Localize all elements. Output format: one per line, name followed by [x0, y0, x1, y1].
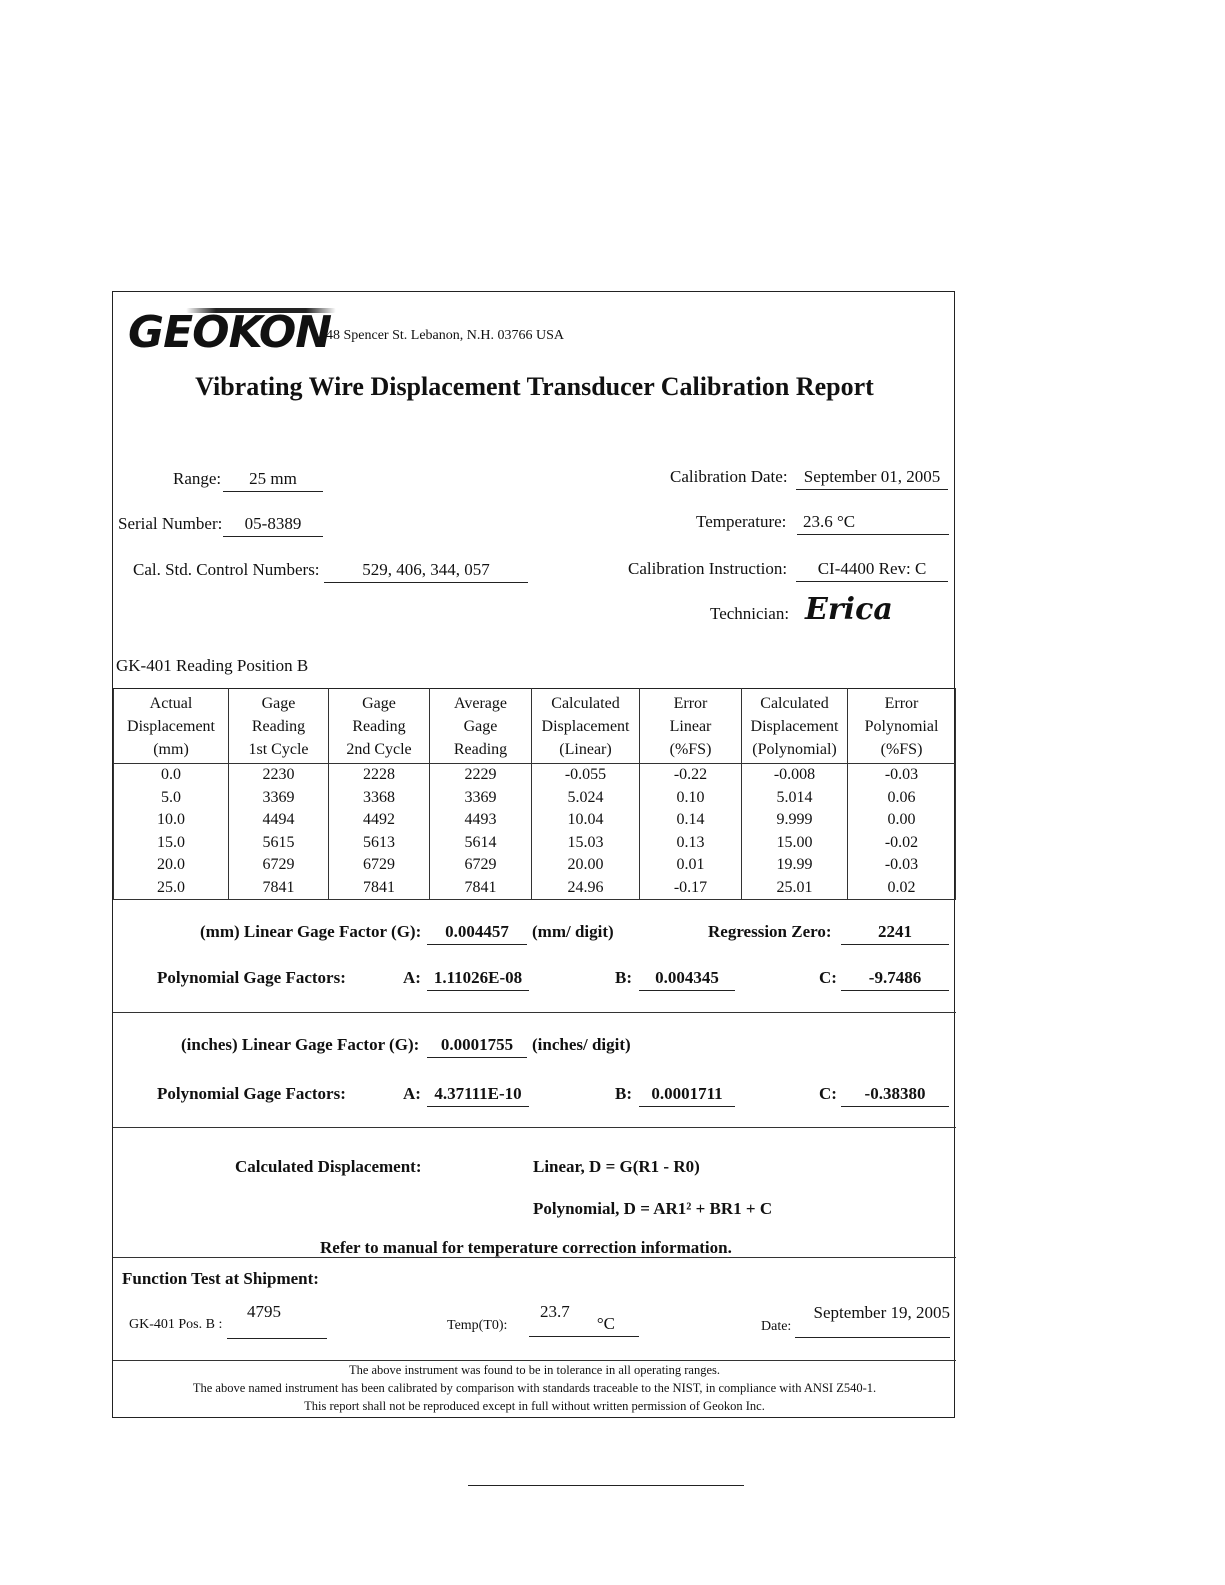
function-test-heading: Function Test at Shipment: [122, 1269, 319, 1288]
table-cell: 7841 [430, 877, 532, 900]
table-cell: 6729 [430, 854, 532, 877]
table-cell: 0.10 [640, 787, 742, 810]
control-numbers-label: Cal. Std. Control Numbers: [133, 560, 320, 579]
mm-b-value: 0.004345 [639, 968, 735, 991]
section-divider [113, 1127, 956, 1128]
table-cell: 9.999 [742, 809, 848, 832]
table-cell: -0.17 [640, 877, 742, 900]
temperature-correction-note: Refer to manual for temperature correction information. [320, 1238, 732, 1257]
table-cell: 25.01 [742, 877, 848, 900]
table-cell: -0.03 [848, 854, 956, 877]
gk401-pos-b-value: 4795 [227, 1302, 327, 1339]
calibration-instruction-value: CI-4400 Rev: C [796, 559, 948, 582]
inch-c-label: C: [819, 1084, 837, 1103]
inch-linear-factor-label: (inches) Linear Gage Factor (G): [181, 1035, 420, 1054]
table-cell: -0.22 [640, 764, 742, 787]
shipment-date-label: Date: [761, 1319, 792, 1334]
logo-text: GEOKON [128, 307, 332, 358]
table-cell: -0.02 [848, 832, 956, 855]
table-cell: 0.01 [640, 854, 742, 877]
col-gage-reading-1st: Gage Reading 1st Cycle [229, 689, 329, 764]
calibration-instruction-label: Calibration Instruction: [628, 559, 788, 578]
table-row [114, 809, 956, 832]
section-divider [113, 1012, 956, 1013]
control-numbers-value: 529, 406, 344, 057 [324, 560, 528, 583]
linear-formula: Linear, D = G(R1 - R0) [533, 1157, 700, 1176]
range-label: Range: [173, 469, 222, 488]
table-cell: 5.024 [532, 787, 640, 810]
col-error-polynomial: Error Polynomial (%FS) [848, 689, 956, 764]
footer-line: This report shall not be reproduced except in full without written permission of Geokon Inc. [304, 1399, 765, 1413]
table-cell: 4492 [329, 809, 430, 832]
calibration-table [113, 688, 956, 900]
inch-c-value: -0.38380 [841, 1084, 949, 1107]
regression-zero-value: 2241 [841, 922, 949, 945]
temperature-value: 23.6 °C [797, 512, 949, 535]
inch-b-value: 0.0001711 [639, 1084, 735, 1107]
table-cell: 15.00 [742, 832, 848, 855]
table-cell: 5.014 [742, 787, 848, 810]
table-cell: 15.0 [114, 832, 229, 855]
inch-linear-unit: (inches/ digit) [532, 1035, 631, 1054]
table-row [114, 787, 956, 810]
technician-signature: Erica [805, 592, 893, 627]
table-cell: 10.0 [114, 809, 229, 832]
range-value: 25 mm [223, 469, 323, 492]
mm-poly-factors-label: Polynomial Gage Factors: [157, 968, 346, 987]
temperature-label: Temperature: [696, 512, 787, 531]
table-row [114, 764, 956, 787]
footer-line: The above named instrument has been calibrated by comparison with standards traceable to the NIST, in compliance with ANSI Z540-1. [192, 1381, 877, 1395]
table-cell: 2228 [329, 764, 430, 787]
table-cell: 6729 [329, 854, 430, 877]
table-cell: 19.99 [742, 854, 848, 877]
table-row [114, 832, 956, 855]
mm-a-label: A: [403, 968, 421, 987]
table-cell: 0.02 [848, 877, 956, 900]
table-cell: -0.03 [848, 764, 956, 787]
mm-b-label: B: [615, 968, 632, 987]
table-header-row [114, 689, 956, 764]
technician-label: Technician: [710, 604, 790, 623]
serial-label: Serial Number: [118, 514, 223, 533]
company-address: 48 Spencer St. Lebanon, N.H. 03766 USA [326, 328, 564, 343]
calibration-date-value: September 01, 2005 [796, 467, 948, 490]
table-row [114, 877, 956, 900]
table-cell: 4494 [229, 809, 329, 832]
col-average-gage-reading: Average Gage Reading [430, 689, 532, 764]
table-cell: 25.0 [114, 877, 229, 900]
mm-linear-unit: (mm/ digit) [532, 922, 614, 941]
table-cell: 0.06 [848, 787, 956, 810]
table-cell: 3368 [329, 787, 430, 810]
mm-linear-factor-label: (mm) Linear Gage Factor (G): [200, 922, 422, 941]
table-cell: 4493 [430, 809, 532, 832]
table-cell: 0.14 [640, 809, 742, 832]
table-cell: 0.0 [114, 764, 229, 787]
table-cell: 6729 [229, 854, 329, 877]
col-error-linear: Error Linear (%FS) [640, 689, 742, 764]
col-gage-reading-2nd: Gage Reading 2nd Cycle [329, 689, 430, 764]
section-divider [113, 899, 956, 900]
table-cell: 2230 [229, 764, 329, 787]
table-cell: 0.13 [640, 832, 742, 855]
table-cell: 7841 [229, 877, 329, 900]
serial-value: 05-8389 [223, 514, 323, 537]
table-cell: 2229 [430, 764, 532, 787]
temp-t0-unit: °C [529, 1314, 639, 1337]
table-cell: 10.04 [532, 809, 640, 832]
mm-a-value: 1.11026E-08 [427, 968, 529, 991]
inch-linear-factor-value: 0.0001755 [427, 1035, 527, 1058]
mm-c-label: C: [819, 968, 837, 987]
table-cell: 20.00 [532, 854, 640, 877]
report-title: Vibrating Wire Displacement Transducer Calibration Report [195, 372, 874, 401]
col-calc-displacement-polynomial: Calculated Displacement (Polynomial) [742, 689, 848, 764]
page-bottom-rule [468, 1485, 744, 1486]
table-cell: 5613 [329, 832, 430, 855]
polynomial-formula: Polynomial, D = AR1² + BR1 + C [533, 1199, 773, 1218]
calibration-date-label: Calibration Date: [670, 467, 788, 486]
shipment-date-value: September 19, 2005 [795, 1303, 950, 1338]
table-cell: -0.055 [532, 764, 640, 787]
table-cell: 20.0 [114, 854, 229, 877]
inch-b-label: B: [615, 1084, 632, 1103]
col-actual-displacement: Actual Displacement (mm) [114, 689, 229, 764]
table-cell: 5614 [430, 832, 532, 855]
reading-position: GK-401 Reading Position B [116, 656, 309, 675]
calibration-report [112, 291, 955, 1418]
table-cell: 0.00 [848, 809, 956, 832]
gk401-pos-b-label: GK-401 Pos. B : [129, 1317, 223, 1332]
table-cell: 3369 [430, 787, 532, 810]
inch-poly-factors-label: Polynomial Gage Factors: [157, 1084, 346, 1103]
temp-t0-label: Temp(T0): [447, 1318, 508, 1333]
table-cell: 24.96 [532, 877, 640, 900]
table-cell: -0.008 [742, 764, 848, 787]
calculated-displacement-label: Calculated Displacement: [235, 1157, 422, 1176]
mm-linear-factor-value: 0.004457 [427, 922, 527, 945]
inch-a-value: 4.37111E-10 [427, 1084, 529, 1107]
table-cell: 15.03 [532, 832, 640, 855]
col-calc-displacement-linear: Calculated Displacement (Linear) [532, 689, 640, 764]
temp-t0-value: 23.7 [540, 1302, 570, 1321]
table-row [114, 854, 956, 877]
certification-footer [113, 1361, 956, 1415]
table-cell: 7841 [329, 877, 430, 900]
inch-a-label: A: [403, 1084, 421, 1103]
footer-line: The above instrument was found to be in tolerance in all operating ranges. [348, 1363, 721, 1377]
table-cell: 5615 [229, 832, 329, 855]
table-cell: 5.0 [114, 787, 229, 810]
section-divider [113, 1257, 956, 1258]
mm-c-value: -9.7486 [841, 968, 949, 991]
regression-zero-label: Regression Zero: [708, 922, 832, 941]
table-cell: 3369 [229, 787, 329, 810]
